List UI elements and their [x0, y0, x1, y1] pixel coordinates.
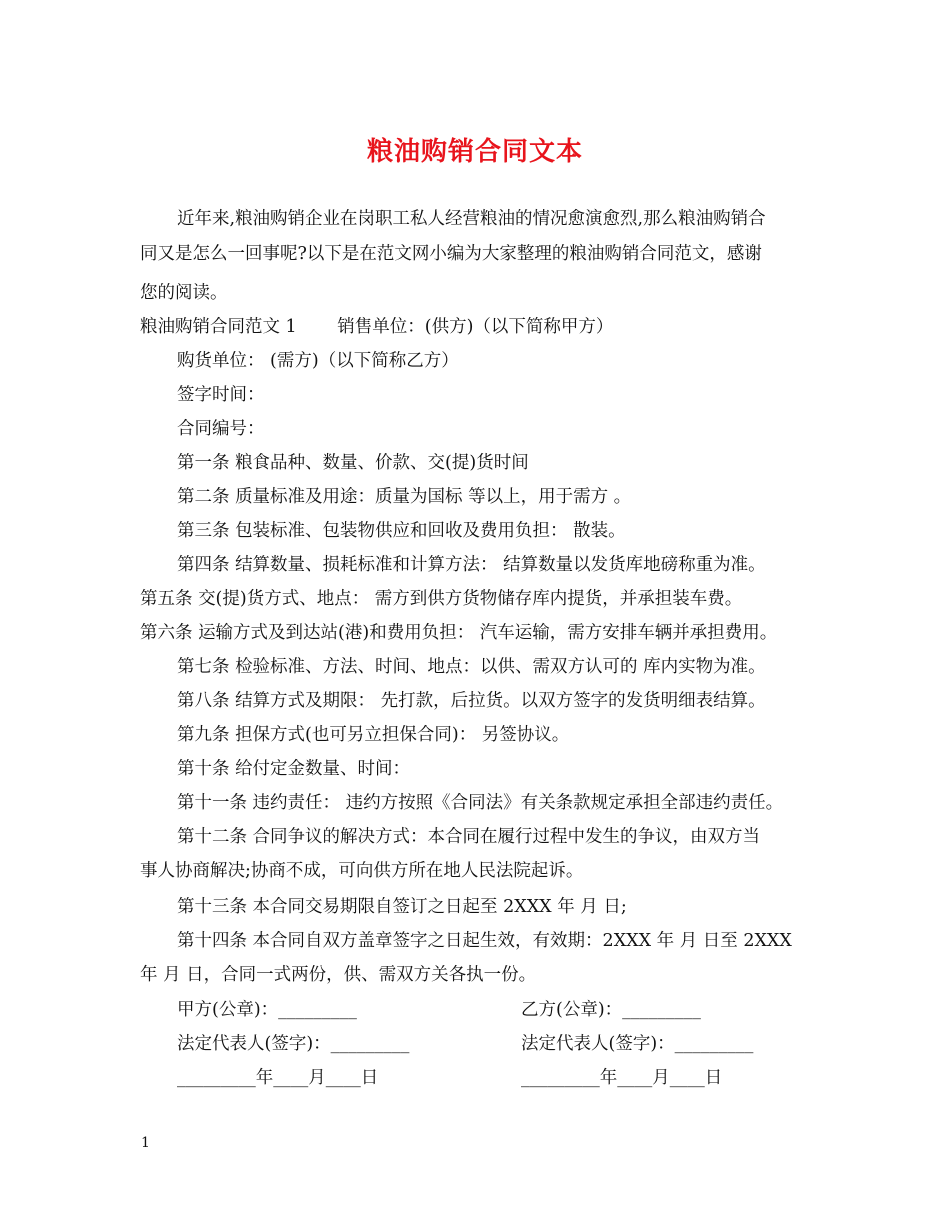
intro-line-1: 近年来,粮油购销企业在岗职工私人经营粮油的情况愈演愈烈,那么粮油购销合 — [177, 209, 766, 229]
sign-time-line: 签字时间： — [177, 385, 265, 405]
clause-7: 第七条 检验标准、方法、时间、地点：以供、需双方认可的 库内实物为准。 — [177, 657, 766, 677]
contract-number-line: 合同编号： — [177, 419, 265, 439]
clause-4: 第四条 结算数量、损耗标准和计算方法： 结算数量以发货库地磅称重为准。 — [177, 555, 766, 575]
document-title: 粮油购销合同文本 — [366, 137, 583, 167]
clause-9: 第九条 担保方式(也可另立担保合同)： 另签协议。 — [177, 725, 570, 745]
clause-5: 第五条 交(提)货方式、地点： 需方到供方货物储存库内提货，并承担装车费。 — [140, 589, 743, 609]
party-a-date: _________年____月____日 — [177, 1068, 379, 1088]
clause-11: 第十一条 违约责任： 违约方按照《合同法》有关条款规定承担全部违约责任。 — [177, 793, 784, 813]
clause-6: 第六条 运输方式及到达站(港)和费用负担： 汽车运输，需方安排车辆并承担费用。 — [140, 623, 778, 643]
clause-2: 第二条 质量标准及用途：质量为国标 等以上，用于需方 。 — [177, 487, 632, 507]
party-a-representative: 法定代表人(签字)：_________ — [177, 1034, 410, 1054]
seller-line: 粮油购销合同范文 1 销售单位：(供方)（以下简称甲方） — [140, 317, 614, 337]
intro-line-3: 您的阅读。 — [140, 283, 228, 303]
intro-line-2: 同又是怎么一回事呢?以下是在范文网小编为大家整理的粮油购销合同范文，感谢 — [140, 244, 762, 264]
clause-12: 第十二条 合同争议的解决方式：本合同在履行过程中发生的争议，由双方当 — [177, 827, 761, 847]
buyer-line: 购货单位： (需方)（以下简称乙方） — [177, 351, 459, 371]
party-a-seal: 甲方(公章)：_________ — [177, 1000, 357, 1020]
clause-12-cont: 事人协商解决;协商不成，可向供方所在地人民法院起诉。 — [140, 861, 584, 881]
clause-13: 第十三条 本合同交易期限自签订之日起至 2XXX 年 月 日; — [177, 897, 627, 917]
clause-10: 第十条 给付定金数量、时间： — [177, 759, 411, 779]
clause-14: 第十四条 本合同自双方盖章签字之日起生效，有效期：2XXX 年 月 日至 2XXX — [177, 931, 792, 951]
party-b-date: _________年____月____日 — [521, 1068, 723, 1088]
clause-8: 第八条 结算方式及期限： 先打款，后拉货。以双方签字的发货明细表结算。 — [177, 691, 766, 711]
page-number: 1 — [141, 1135, 150, 1151]
clause-3: 第三条 包装标准、包装物供应和回收及费用负担： 散装。 — [177, 521, 626, 541]
party-b-seal: 乙方(公章)：_________ — [521, 1000, 701, 1020]
party-b-representative: 法定代表人(签字)：_________ — [521, 1034, 754, 1054]
clause-1: 第一条 粮食品种、数量、价款、交(提)货时间 — [177, 453, 529, 473]
clause-14-cont: 年 月 日，合同一式两份，供、需双方关各执一份。 — [140, 965, 537, 985]
